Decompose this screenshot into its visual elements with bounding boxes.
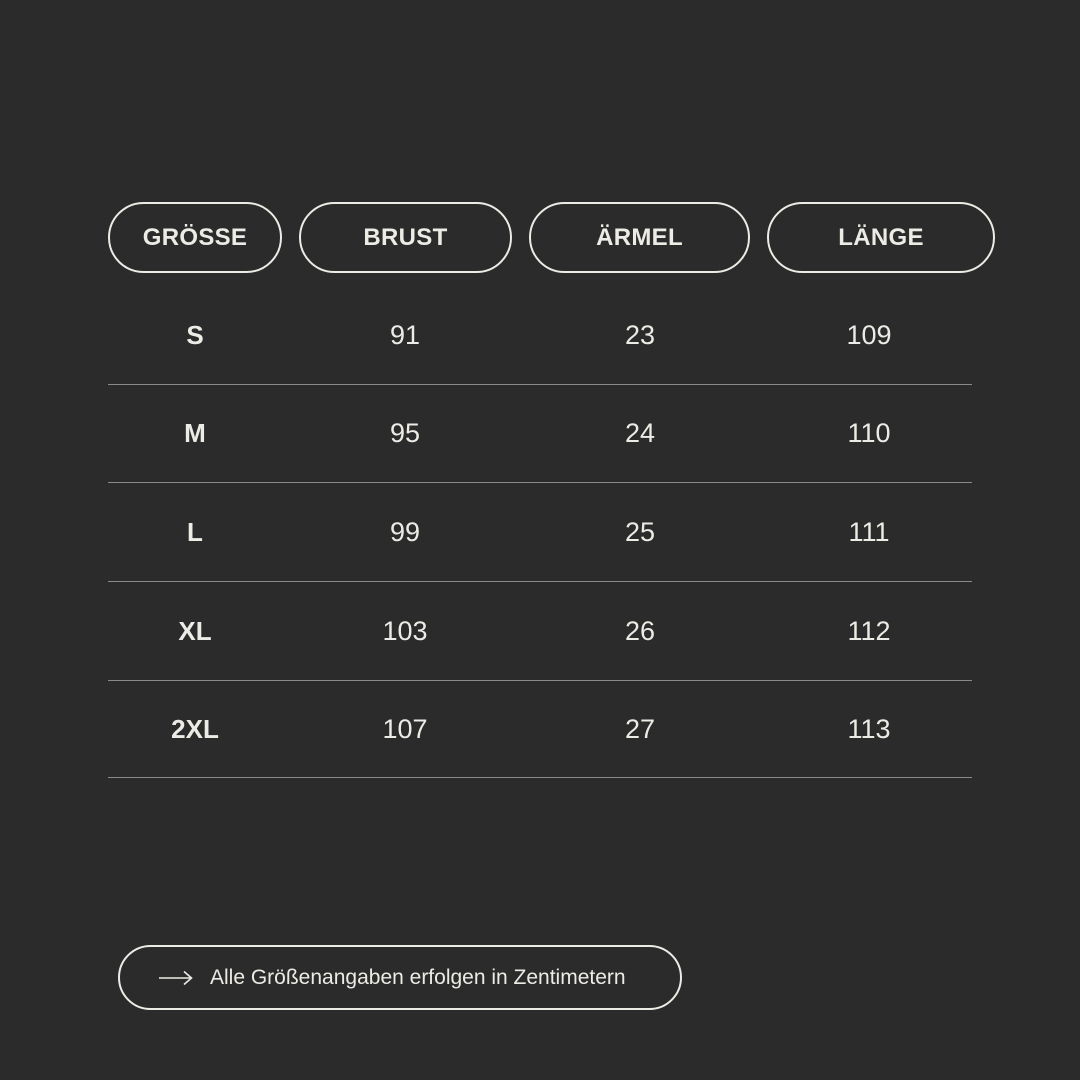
header-aermel [529, 202, 750, 273]
brust-cell: 103 [382, 615, 428, 646]
unit-note [118, 945, 682, 1010]
arrow-right-icon [158, 969, 210, 987]
aermel-cell: 27 [624, 713, 656, 744]
aermel-cell: 26 [624, 615, 656, 646]
header-groesse [108, 202, 282, 273]
header-laenge [767, 202, 995, 273]
size-cell: S [186, 320, 204, 350]
aermel-cell: 23 [624, 320, 656, 350]
laenge-cell: 112 [847, 615, 891, 646]
size-cell: L [187, 516, 203, 547]
table-row-xl [108, 582, 972, 681]
brust-cell: 91 [389, 320, 421, 350]
table-row-m [108, 385, 972, 483]
table-row-l [108, 483, 972, 582]
size-cell: 2XL [171, 713, 219, 744]
unit-note-text: Alle Größenangaben erfolgen in Zentimetern [210, 965, 626, 989]
header-aermel-label: ÄRMEL [596, 223, 683, 251]
header-groesse-label: GRÖSSE [142, 223, 248, 251]
laenge-cell: 110 [847, 418, 891, 448]
size-cell: XL [178, 615, 212, 646]
header-brust-label: BRUST [363, 223, 448, 251]
brust-cell: 95 [389, 418, 421, 448]
aermel-cell: 24 [624, 418, 656, 448]
aermel-cell: 25 [624, 516, 656, 547]
brust-cell: 99 [389, 516, 421, 547]
header-brust [299, 202, 512, 273]
table-row-2xl [108, 681, 972, 778]
brust-cell: 107 [382, 713, 428, 744]
laenge-cell: 113 [847, 713, 891, 744]
laenge-cell: 111 [848, 516, 890, 547]
header-laenge-label: LÄNGE [838, 223, 924, 251]
table-row-s [108, 287, 972, 385]
laenge-cell: 109 [846, 320, 892, 350]
size-cell: M [184, 418, 206, 448]
